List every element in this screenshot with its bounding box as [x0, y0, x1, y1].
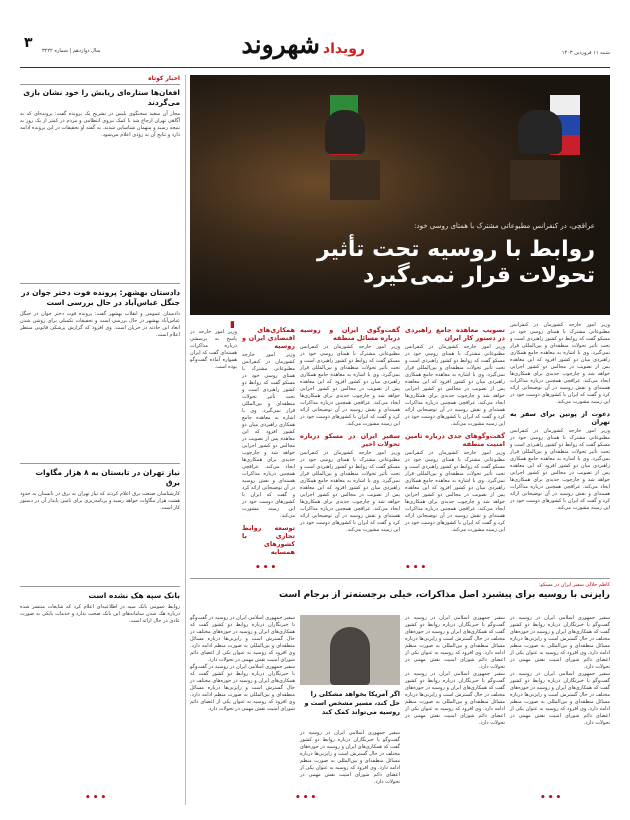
article-subheading: همکاری‌های اقتصادی ایران و روسیه — [242, 326, 295, 350]
article-subheading: دعوت از پوتین برای سفر به تهران — [510, 410, 610, 426]
issue-number: سال دوازدهم | شماره ۳۲۲۲ — [42, 48, 101, 54]
masthead-rule — [20, 67, 610, 68]
news-title: افغان‌ها ستاره‌ای ریابش را خود نشان بازی می‌گردند — [23, 88, 180, 107]
lectern — [330, 160, 380, 200]
news-body: مجاز آن سعید سخنگوی پلیس در تشریح یک پرونده گفت: پرونده‌ای که به آگاهی تهران ارجاع شد با کمک نیروی انتظامی و مردم در کمتر از یک روز به نتیجه رسید و متهمان شناسایی شدند. به گفته او تحقیقات در این پرونده ادامه دارد و نتایج آن به زودی اعلام می‌شود. — [20, 111, 180, 138]
side-note-marker: ▮ — [230, 320, 237, 330]
interview-pull-quote: اگر آمریکا بخواهد مشکلی را حل کند، مسیر مشخص است و روسیه می‌تواند کمک کند — [304, 690, 400, 716]
person-silhouette — [325, 110, 365, 154]
news-divider — [20, 283, 180, 284]
short-news-column — [20, 75, 180, 625]
section-label: اخبار کوتاه — [148, 75, 180, 82]
news-divider — [20, 586, 180, 587]
interview-column: سفیر جمهوری اسلامی ایران در روسیه در گفت‌وگو با خبرنگاران درباره روابط دو کشور گفت که همکاری‌های ایران و روسیه در حوزه‌های مختلف در حال گسترش است و رایزنی‌ها درباره مسائل منطقه‌ای و بین‌المللی به صورت منظم ادامه دارد. وی افزود که روسیه به عنوان یکی از اعضای دائم شورای امنیت نقش مهمی در تحولات دارد. سفیر جمهوری اسلامی ایران در روسیه در گفت‌وگو با خبرنگاران درباره روابط دو کشور گفت که همکاری‌های ایران و روسیه در حوزه‌های مختلف در حال گسترش است و رایزنی‌ها درباره مسائل منطقه‌ای و بین‌المللی به صورت منظم ادامه دارد. وی افزود که روسیه به عنوان یکی از اعضای دائم شورای امنیت نقش مهمی در تحولات دارد. — [189, 615, 295, 712]
news-divider — [20, 463, 180, 464]
section-end-dots: ••• — [255, 563, 279, 573]
interview-column: سفیر جمهوری اسلامی ایران در روسیه در گفت‌وگو با خبرنگاران درباره روابط دو کشور گفت که همکاری‌های ایران و روسیه در حوزه‌های مختلف در حال گسترش است و رایزنی‌ها درباره مسائل منطقه‌ای و بین‌المللی به صورت منظم ادامه دارد. وی افزود که روسیه به عنوان یکی از اعضای دائم شورای امنیت نقش مهمی در تحولات دارد. سفیر جمهوری اسلامی ایران در روسیه در گفت‌وگو با خبرنگاران درباره روابط دو کشور گفت که همکاری‌های ایران و روسیه در حوزه‌های مختلف در حال گسترش است و رایزنی‌ها درباره مسائل منطقه‌ای و بین‌المللی به صورت منظم ادامه دارد. وی افزود که روسیه به عنوان یکی از اعضای دائم شورای امنیت نقش مهمی در تحولات دارد. — [405, 615, 505, 726]
interview-column: سفیر جمهوری اسلامی ایران در روسیه در گفت‌وگو با خبرنگاران درباره روابط دو کشور گفت که همکاری‌های ایران و روسیه در حوزه‌های مختلف در حال گسترش است و رایزنی‌ها درباره مسائل منطقه‌ای و بین‌المللی به صورت منظم ادامه دارد. وی افزود که روسیه به عنوان یکی از اعضای دائم شورای امنیت نقش مهمی در تحولات دارد. سفیر جمهوری اسلامی ایران در روسیه در گفت‌وگو با خبرنگاران درباره روابط دو کشور گفت که همکاری‌های ایران و روسیه در حوزه‌های مختلف در حال گسترش است و رایزنی‌ها درباره مسائل منطقه‌ای و بین‌المللی به صورت منظم ادامه دارد. وی افزود که روسیه به عنوان یکی از اعضای دائم شورای امنیت نقش مهمی در تحولات دارد. — [510, 615, 610, 726]
section-end-dots: ••• — [85, 793, 109, 803]
interview-title: رایزنی با روسیه برای پیشبرد اصل مذاکرات، خیلی برجسته‌تر از برجام است — [278, 590, 610, 600]
news-item — [20, 468, 180, 512]
lectern — [510, 160, 560, 200]
article-subheading: گفت‌وگوی ایران و روسیه درباره مسائل منطقه — [300, 326, 400, 342]
article-column: همکاری‌های اقتصادی ایران و روسیه وزیر امور خارجه کشورمان در کنفرانس مطبوعاتی مشترک با همتای روسی خود در مسکو گفت که روابط دو کشور راهبردی است و تحت تأثیر تحولات منطقه‌ای و بین‌المللی قرار نمی‌گیرد. وی با اشاره به معاهده جامع همکاری راهبردی میان دو کشور افزود که این معاهده پس از تصویب در مجالس دو کشور اجرایی خواهد شد و چارچوب جدیدی برای همکاری‌ها ایجاد می‌کند. عراقچی همچنین درباره مذاکرات هسته‌ای و نقش روسیه در آن توضیحاتی ارائه کرد و گفت که ایران با کشورهای دوست خود در این زمینه مشورت می‌کند. توسعه روابط تجاری با کشورهای همسایه — [242, 326, 295, 556]
masthead-logo — [241, 30, 365, 64]
hero-kicker: عراقچی، در کنفرانس مطبوعاتی مشترک با همتای روسی خود: — [414, 222, 595, 230]
news-body: کارشناسان صنعت برق اعلام کردند که نیاز تهران به برق در تابستان به حدود هشت هزار مگاوات خواهد رسید و برنامه‌ریزی برای تامین پایدار آن در دستور کار است. — [20, 491, 180, 511]
page-number: ۳ — [24, 35, 33, 51]
hero-photo — [190, 75, 610, 315]
news-body: دادستان عمومی و انقلاب بهشهر گفت: پرونده فوت دختر جوان در جنگل عباس‌آباد بهشهر در حال بررسی است و تحقیقات تکمیلی برای روشن شدن ابعاد این حادثه در جریان است. وی افزود که گزارش پزشکی قانونی منتظر اعلام است. — [20, 311, 180, 338]
side-note-column: ▮ وزیر امور خارجه در پاسخ به پرسشی درباره مذاکرات هسته‌ای گفت که ایران همواره آماده گفت‌وگو بوده است. — [190, 320, 237, 370]
news-body: روابط عمومی بانک سپه در اطلاعیه‌ای اعلام کرد که شایعات منتشر شده درباره هک شدن سامانه‌های این بانک صحت ندارد و خدمات بانکی به صورت عادی در حال ارائه است. — [20, 604, 180, 624]
section-end-dots: ••• — [405, 563, 429, 573]
masthead — [20, 28, 610, 64]
person-silhouette — [330, 627, 370, 685]
person-silhouette — [518, 110, 562, 154]
news-item — [20, 288, 180, 339]
headline-line: روابط با روسیه تحت تأثیر — [316, 237, 595, 262]
article-column: گفت‌وگوی ایران و روسیه درباره مسائل منطقه وزیر امور خارجه کشورمان در کنفرانس مطبوعاتی مشترک با همتای روسی خود در مسکو گفت که روابط دو کشور راهبردی است و تحت تأثیر تحولات منطقه‌ای و بین‌المللی قرار نمی‌گیرد. وی با اشاره به معاهده جامع همکاری راهبردی میان دو کشور افزود که این معاهده پس از تصویب در مجالس دو کشور اجرایی خواهد شد و چارچوب جدیدی برای همکاری‌ها ایجاد می‌کند. عراقچی همچنین درباره مذاکرات هسته‌ای و نقش روسیه در آن توضیحاتی ارائه کرد و گفت که ایران با کشورهای دوست خود در این زمینه مشورت می‌کند. سفیر ایران در مسکو درباره تحولات اخیر وزیر امور خارجه کشورمان در کنفرانس مطبوعاتی مشترک با همتای روسی خود در مسکو گفت که روابط دو کشور راهبردی است و تحت تأثیر تحولات منطقه‌ای و بین‌المللی قرار نمی‌گیرد. وی با اشاره به معاهده جامع همکاری راهبردی میان دو کشور افزود که این معاهده پس از تصویب در مجالس دو کشور اجرایی خواهد شد و چارچوب جدیدی برای همکاری‌ها ایجاد می‌کند. عراقچی همچنین درباره مذاکرات هسته‌ای و نقش روسیه در آن توضیحاتی ارائه کرد و گفت که ایران با کشورهای دوست خود در این زمینه مشورت می‌کند. — [300, 326, 400, 533]
logo-sub: رویداد — [322, 41, 365, 57]
article-subheading: توسعه روابط تجاری با کشورهای همسایه — [242, 524, 295, 556]
section-end-dots: ••• — [540, 793, 564, 803]
article-column: وزیر امور خارجه کشورمان در کنفرانس مطبوعاتی مشترک با همتای روسی خود در مسکو گفت که روابط دو کشور راهبردی است و تحت تأثیر تحولات منطقه‌ای و بین‌المللی قرار نمی‌گیرد. وی با اشاره به معاهده جامع همکاری راهبردی میان دو کشور افزود که این معاهده پس از تصویب در مجالس دو کشور اجرایی خواهد شد و چارچوب جدیدی برای همکاری‌ها ایجاد می‌کند. عراقچی همچنین درباره مذاکرات هسته‌ای و نقش روسیه در آن توضیحاتی ارائه کرد و گفت که ایران با کشورهای دوست خود در این زمینه مشورت می‌کند. دعوت از پوتین برای سفر به تهران وزیر امور خارجه کشورمان در کنفرانس مطبوعاتی مشترک با همتای روسی خود در مسکو گفت که روابط دو کشور راهبردی است و تحت تأثیر تحولات منطقه‌ای و بین‌المللی قرار نمی‌گیرد. وی با اشاره به معاهده جامع همکاری راهبردی میان دو کشور افزود که این معاهده پس از تصویب در مجالس دو کشور اجرایی خواهد شد و چارچوب جدیدی برای همکاری‌ها ایجاد می‌کند. عراقچی همچنین درباره مذاکرات هسته‌ای و نقش روسیه در آن توضیحاتی ارائه کرد و گفت که ایران با کشورهای دوست خود در این زمینه مشورت می‌کند. — [510, 322, 610, 511]
section-divider — [20, 84, 180, 85]
article-column: تصویب معاهده جامع راهبردی در دستور کار ایران وزیر امور خارجه کشورمان در کنفرانس مطبوعاتی مشترک با همتای روسی خود در مسکو گفت که روابط دو کشور راهبردی است و تحت تأثیر تحولات منطقه‌ای و بین‌المللی قرار نمی‌گیرد. وی با اشاره به معاهده جامع همکاری راهبردی میان دو کشور افزود که این معاهده پس از تصویب در مجالس دو کشور اجرایی خواهد شد و چارچوب جدیدی برای همکاری‌ها ایجاد می‌کند. عراقچی همچنین درباره مذاکرات هسته‌ای و نقش روسیه در آن توضیحاتی ارائه کرد و گفت که ایران با کشورهای دوست خود در این زمینه مشورت می‌کند. گفت‌وگوهای جدی درباره تامین امنیت منطقه وزیر امور خارجه کشورمان در کنفرانس مطبوعاتی مشترک با همتای روسی خود در مسکو گفت که روابط دو کشور راهبردی است و تحت تأثیر تحولات منطقه‌ای و بین‌المللی قرار نمی‌گیرد. وی با اشاره به معاهده جامع همکاری راهبردی میان دو کشور افزود که این معاهده پس از تصویب در مجالس دو کشور اجرایی خواهد شد و چارچوب جدیدی برای همکاری‌ها ایجاد می‌کند. عراقچی همچنین درباره مذاکرات هسته‌ای و نقش روسیه در آن توضیحاتی ارائه کرد و گفت که ایران با کشورهای دوست خود در این زمینه مشورت می‌کند. — [405, 326, 505, 533]
interview-kicker: کاظم جلالی سفیر ایران در مسکو: — [538, 582, 610, 588]
logo-text: شهروند — [241, 30, 320, 59]
article-subheading: تصویب معاهده جامع راهبردی در دستور کار ایران — [405, 326, 505, 342]
interview-photo — [300, 615, 400, 685]
news-item — [20, 591, 180, 625]
headline-line: تحولات قرار نمی‌گیرد — [362, 263, 595, 288]
issue-date: شنبه ۱۱ فروردین ۱۴۰۳ — [561, 50, 610, 56]
news-title: دادستان بهشهر: پرونده فوت دختر جوان در جنگل عباس‌آباد در حال بررسی است — [21, 288, 180, 307]
news-title: بانک سپه هک نشده است — [88, 591, 180, 600]
article-subheading: سفیر ایران در مسکو درباره تحولات اخیر — [300, 432, 400, 448]
column-separator — [185, 75, 186, 805]
interview-header — [240, 582, 610, 604]
section-end-dots: ••• — [295, 793, 319, 803]
interview-divider — [190, 578, 610, 579]
news-title: نیاز تهران در تابستان به ۸ هزار مگاوات برق — [35, 468, 180, 487]
hero-headline — [205, 237, 595, 289]
news-item — [20, 88, 180, 139]
interview-column: سفیر جمهوری اسلامی ایران در روسیه در گفت‌وگو با خبرنگاران درباره روابط دو کشور گفت که همکاری‌های ایران و روسیه در حوزه‌های مختلف در حال گسترش است و رایزنی‌ها درباره مسائل منطقه‌ای و بین‌المللی به صورت منظم ادامه دارد. وی افزود که روسیه به عنوان یکی از اعضای دائم شورای امنیت نقش مهمی در تحولات دارد. — [300, 730, 400, 785]
article-subheading: گفت‌وگوهای جدی درباره تامین امنیت منطقه — [405, 432, 505, 448]
